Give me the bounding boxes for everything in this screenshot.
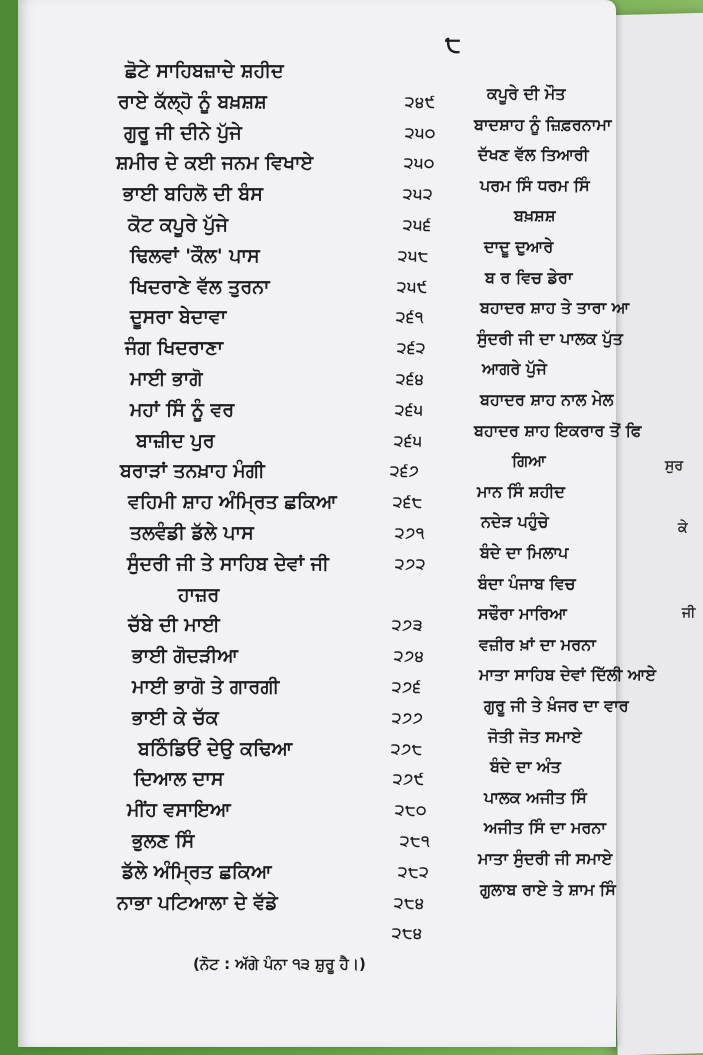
toc-right-entry-title: ਵਜ਼ੀਰ ਖ਼ਾਂ ਦਾ ਮਰਨਾ [479, 634, 596, 654]
toc-right-entry-title: ਸੁੰਦਰੀ ਜੀ ਦਾ ਪਾਲਕ ਪੁੱਤ [477, 328, 623, 348]
toc-entry-page-number: ੨੫੨ [403, 185, 434, 204]
toc-entry-title: ਮਾਈ ਭਾਗੋ ਤੇ ਗਾਰਗੀ [132, 676, 280, 698]
toc-right-entry-title: ਗੁਲਾਬ ਰਾਏ ਤੇ ਸ਼ਾਮ ਸਿੰ [480, 879, 616, 899]
toc-entry-page-number: ੨੭੨ [395, 554, 427, 573]
toc-right-entry-title: ਆਗਰੇ ਪੁੱਜੇ [482, 359, 547, 379]
toc-entry-title: ਦੂਸਰਾ ਬੇਦਾਵਾ [130, 306, 227, 329]
toc-entry-title: ਤਲਵੰਡੀ ਡੱਲੇ ਪਾਸ [130, 522, 254, 544]
toc-right-entry-title: ਮਾਤਾ ਸਾਹਿਬ ਦੇਵਾਂ ਦਿੱਲੀ ਆਏ [479, 665, 656, 685]
toc-entry-title: ਬਾਜ਼ੀਦ ਪੁਰ [136, 429, 215, 452]
toc-entry-page-number: ੨੭੬ [392, 678, 422, 696]
toc-entry-title: ਸ਼ਮੀਰ ਦੇ ਕਈ ਜਨਮ ਵਿਖਾਏ [116, 152, 314, 175]
toc-entry-page-number: ੨੬੮ [393, 493, 423, 512]
toc-entry-page-number: ੨੬੫ [394, 431, 423, 450]
toc-right-entry-title: ਬਖ਼ਸ਼ਸ਼ [514, 206, 556, 226]
continuation-note: (ਨੋਟ : ਅੱਗੇ ਪੰਨਾ ੧੩ ਸ਼ੁਰੂ ਹੈ।) [193, 955, 366, 973]
toc-entry-title: ਭਾਈ ਕੇ ਚੱਕ [132, 706, 219, 729]
adjacent-page-word: ਸੁਰ [665, 458, 684, 474]
page-number: ੮ [445, 30, 461, 58]
toc-entry-title: ਨਾਭਾ ਪਟਿਆਲਾ ਦੇ ਵੱਡੇ [117, 891, 278, 914]
toc-entry-page-number: ੨੬੭ [390, 462, 420, 481]
toc-entry-page-number: ੨੭੮ [391, 739, 423, 758]
toc-right-entry-title: ਦੱਖਣ ਵੱਲ ਤਿਆਰੀ [478, 145, 589, 165]
toc-right-entry-title: ਬੰਦੇ ਦਾ ਮਿਲਾਪ [480, 543, 569, 562]
toc-entry-title: ਰਾਏ ਕੱਲ੍ਹੋ ਨੂੰ ਬਖ਼ਸ਼ਸ਼ [118, 90, 267, 113]
toc-entry-title: ਕੋਟ ਕਪੂਰੇ ਪੁੱਜੇ [128, 214, 229, 236]
toc-right-entry-title: ਗੁਰੂ ਜੀ ਤੇ ਖ਼ੰਜਰ ਦਾ ਵਾਰ [484, 696, 629, 715]
toc-entry-page-number: ੨੮੪ [394, 893, 425, 912]
toc-entry-title: ਦਿਆਲ ਦਾਸ [134, 768, 224, 791]
toc-right-entry-title: ਕਪੂਰੇ ਦੀ ਮੌਤ [487, 84, 566, 103]
toc-right-entry-title: ਬਹਾਦਰ ਸ਼ਾਹ ਤੇ ਤਾਰਾ ਆ [480, 298, 630, 318]
toc-right-entry-title: ਬਾਦਸ਼ਾਹ ਨੂੰ ਜ਼ਿਫ਼ਰਨਾਮਾ [474, 114, 612, 134]
toc-entry-title: ਭਾਈ ਬਹਿਲੋ ਦੀ ਬੰਸ [123, 183, 263, 206]
toc-entry-page-number: ੨੭੩ [392, 616, 424, 635]
toc-entry-page-number: ੨੫੦ [404, 154, 436, 173]
toc-right-entry-title: ਸਢੌਰਾ ਮਾਰਿਆ [478, 604, 567, 624]
toc-right-entry-title: ਬਹਾਦਰ ਸ਼ਾਹ ਨਾਲ ਮੇਲ [480, 390, 614, 409]
toc-right-entry-title: ਬਹਾਦਰ ਸ਼ਾਹ ਇਕਰਾਰ ਤੋਂ ਫਿ [474, 420, 642, 440]
toc-entry-page-number: ੨੪੯ [405, 92, 436, 111]
toc-entry-title: ਡੱਲੇ ਅੰਮ੍ਰਿਤ ਛਕਿਆ [122, 860, 272, 883]
toc-entry-page-number: ੨੫੬ [403, 216, 432, 234]
toc-entry-title: ਹਾਜ਼ਰ [178, 583, 220, 606]
toc-entry-title: ਜੰਗ ਖਿਦਰਾਣਾ [125, 337, 224, 360]
toc-entry-title: ਬਰਾੜਾਂ ਤਨਖ਼ਾਹ ਮੰਗੀ [120, 460, 265, 483]
toc-right-entry-title: ਜੋਤੀ ਜੋਤ ਸਮਾਏ [488, 726, 582, 746]
toc-entry-title: ਖਿਦਰਾਣੇ ਵੱਲ ਤੁਰਨਾ [130, 275, 270, 298]
toc-entry-title: ਗੁਰੂ ਜੀ ਦੀਨੇ ਪੁੱਜੇ [124, 121, 242, 144]
toc-entry-page-number: ੨੭੧ [395, 524, 426, 542]
toc-entry-title: ਭੁਲਣ ਸਿੰ [132, 830, 195, 852]
toc-entry-page-number: ੨੭੭ [392, 708, 424, 727]
toc-entry-page-number: ੨੫੯ [397, 277, 428, 296]
adjacent-page-word: ਜੀ [682, 605, 696, 621]
toc-entry-title: ਵਹਿਮੀ ਸ਼ਾਹ ਅੰਮ੍ਰਿਤ ਛਕਿਆ [128, 491, 337, 514]
toc-entry-page-number: ੨੮੧ [400, 832, 431, 850]
toc-entry-title: ਢਿਲਵਾਂ 'ਕੌਲ' ਪਾਸ [130, 244, 260, 267]
toc-entry-title: ਮਾਈ ਭਾਗੋ [130, 368, 203, 390]
toc-right-entry-title: ਗਿਆ [512, 451, 546, 471]
toc-entry-page-number: ੨੭੪ [394, 647, 425, 666]
toc-entry-page-number: ੨੭੯ [393, 770, 425, 789]
toc-entry-title: ਮਹਾਂ ਸਿੰ ਨੂੰ ਵਰ [130, 398, 235, 421]
toc-entry-page-number: ੨੮੨ [398, 862, 430, 881]
toc-entry-page-number: ੨੮੪ [392, 924, 423, 943]
toc-entry-page-number: ੨੫੮ [398, 246, 430, 265]
toc-entry-title: ਮੀਂਹ ਵਸਾਇਆ [127, 799, 231, 822]
toc-right-entry-title: ਅਜੀਤ ਸਿੰ ਦਾ ਮਰਨਾ [484, 818, 606, 838]
toc-entry-title: ਛੋਟੇ ਸਾਹਿਬਜ਼ਾਦੇ ਸ਼ਹੀਦ [125, 60, 284, 82]
toc-entry-page-number: ੨੬੪ [396, 370, 425, 388]
toc-entry-page-number: ੨੫੦ [405, 123, 437, 142]
toc-right-entry-title: ਬੰਦੇ ਦਾ ਅੰਤ [490, 757, 561, 777]
toc-entry-page-number: ੨੬੨ [397, 339, 427, 358]
toc-right-entry-title: ਬੰਦਾ ਪੰਜਾਬ ਵਿਚ [478, 573, 576, 593]
toc-right-entry-title: ਨਦੇੜ ਪਹੁੰਚੇ [481, 512, 549, 532]
toc-entry-page-number: ੨੬੧ [396, 308, 425, 327]
toc-right-entry-title: ਪਰਮ ਸਿੰ ਧਰਮ ਸਿੰ [480, 175, 590, 195]
toc-right-entry-title: ਬ ਰ ਵਿਚ ਡੇਰਾ [485, 267, 573, 287]
toc-entry-title: ਸੁੰਦਰੀ ਜੀ ਤੇ ਸਾਹਿਬ ਦੇਵਾਂ ਜੀ [127, 552, 329, 575]
toc-entry-title: ਬਠਿੰਡਿਓਂ ਦੇਉ ਕਢਿਆ [138, 737, 293, 760]
toc-right-entry-title: ਮਾਨ ਸਿੰ ਸ਼ਹੀਦ [477, 481, 565, 501]
toc-entry-title: ਚੱਬੇ ਦੀ ਮਾਈ [128, 614, 220, 637]
toc-right-entry-title: ਪਾਲਕ ਅਜੀਤ ਸਿੰ [484, 787, 587, 807]
toc-entry-title: ਭਾਈ ਗੋਦੜੀਆ [132, 645, 238, 668]
toc-entry-page-number: ੨੮੦ [395, 801, 428, 820]
toc-right-entry-title: ਮਾਤਾ ਸੁੰਦਰੀ ਜੀ ਸਮਾਏ [478, 849, 613, 868]
toc-entry-page-number: ੨੬੫ [395, 400, 424, 419]
adjacent-page-word: ਕੇ [678, 520, 688, 536]
toc-right-entry-title: ਦਾਦੂ ਦੁਆਰੇ [484, 237, 554, 256]
